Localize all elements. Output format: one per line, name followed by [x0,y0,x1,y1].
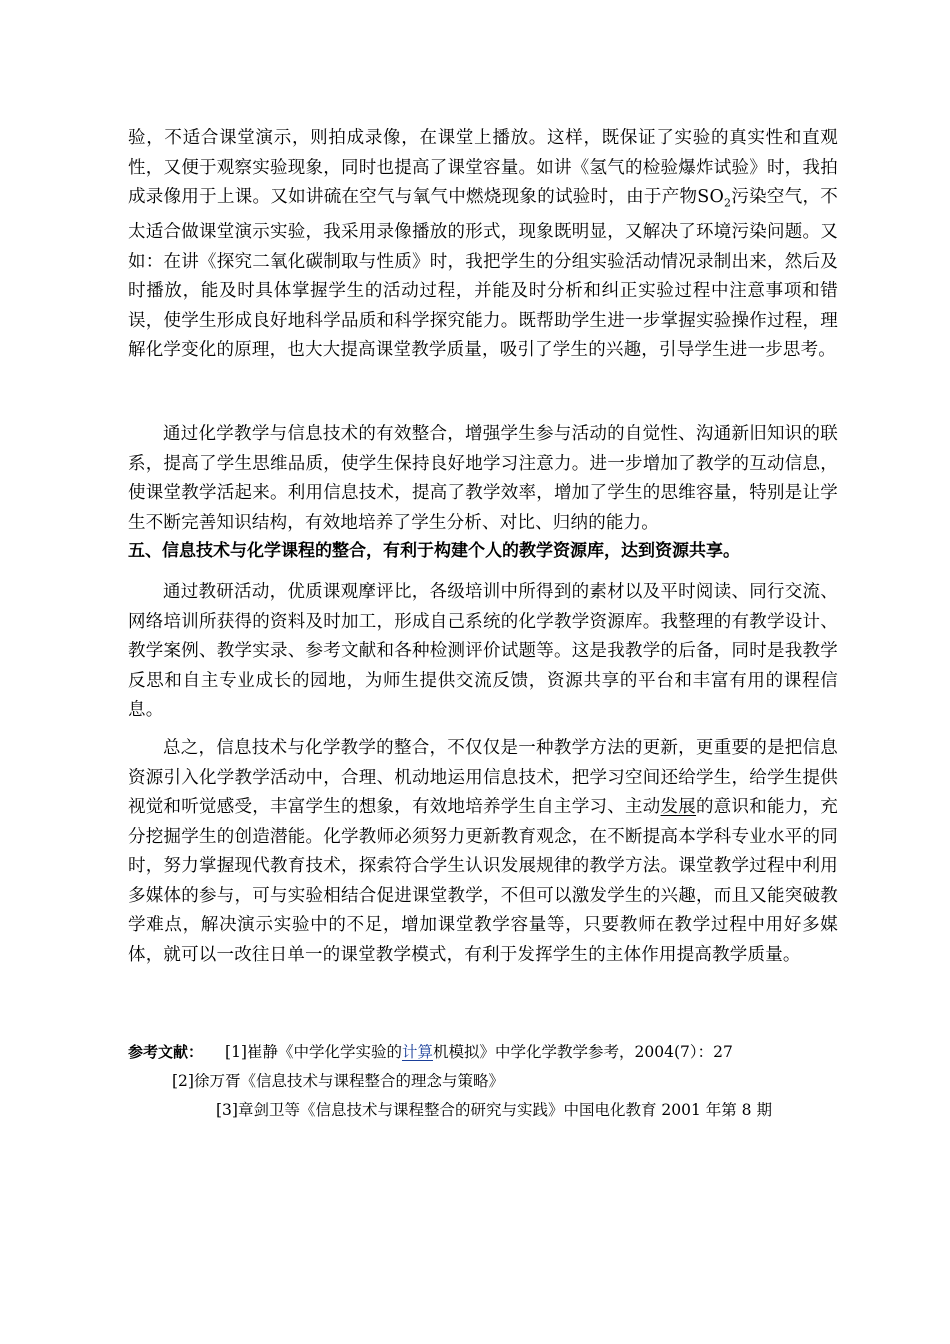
paragraph-text: 总之，信息技术与化学教学的整合，不仅仅是一种教学方法的更新，更重要的是把信息资源引入化学教学活动中，合理、机动地运用信息技术，把学习空间还给学生，给学生提供视觉和听觉感受，丰富学生的想象，有效地培养学生自主学习、主动 [128,738,838,817]
reference-3: [3]章剑卫等《信息技术与课程整合的研究与实践》中国电化教育 2001 年第 8 期 [216,1101,772,1119]
paragraph-integration-benefits: 通过化学教学与信息技术的有效整合，增强学生参与活动的自觉性、沟通新旧知识的联系，提高了学生思维品质，使学生保持良好地学习注意力。进一步增加了教学的互动信息，使课堂教学活起来。利用信息技术，提高了教学效率，增加了学生的思维容量，特别是让学生不断完善知识结构，有效地培养了学生分析、对比、归纳的能力。 [128,424,838,533]
paragraph-text: 的意识和能力，充分挖掘学生的创造潜能。化学教师必须努力更新教育观念，在不断提高本学科专业水平的同时，努力掌握现代教育技术，探索符合学生认识发展规律的教学方法。课堂教学过程中利用多媒体的参与，可与实验相结合促进课堂教学，不但可以激发学生的兴趣，而且又能突破教学难点，解决演示实验中的不足，增加课堂教学容量等，只要教师在教学过程中用好多媒体，就可以一改往日单一的课堂教学模式，有利于发挥学生的主体作用提高教学质量。 [128,797,839,965]
paragraph-conclusion [128,734,838,970]
reference-text: [1]崔静《中学化学实验的 [225,1043,402,1061]
references-label: 参考文献： [128,1043,204,1061]
reference-1 [128,1040,733,1064]
hyperlink-fazhan[interactable]: 发展 [660,797,697,817]
paragraph-text: 污染空气，不太适合做课堂演示实验，我采用录像播放的形式，现象既明显，又解决了环境污染问题。又如：在讲《探究二氧化碳制取与性质》时，我把学生的分组实验活动情况录制出来，然后及时播放，能及时具体掌握学生的活动过程，并能及时分析和纠正实验过程中注意事项和错误，使学生形成良好地科学品质和科学探究能力。既帮助学生进一步掌握实验操作过程，理解化学变化的原理，也大大提高课堂教学质量，吸引了学生的兴趣，引导学生进一步思考。 [128,187,838,360]
paragraph-resource-library: 通过教研活动，优质课观摩评比，各级培训中所得到的素材以及平时阅读、同行交流、网络培训所获得的资料及时加工，形成自己系统的化学教学资源库。我整理的有教学设计、教学案例、教学实录、参考文献和各种检测评价试题等。这是我教学的后备，同时是我教学反思和自主专业成长的园地，为师生提供交流反馈，资源共享的平台和丰富有用的课程信息。 [128,582,838,720]
subscript-2: 2 [724,196,732,210]
section-heading-5: 五、信息技术与化学课程的整合，有利于构建个人的教学资源库，达到资源共享。 [128,541,740,561]
paragraph-text: 验，不适合课堂演示，则拍成录像，在课堂上播放。这样，既保证了实验的真实性和直观性，又便于观察实验现象，同时也提高了课堂容量。如讲《氢气的检验爆炸试验》时，我拍成录像用于上课。又如讲硫在空气与氧气中燃烧现象的试验时，由于产物SO [128,128,838,207]
reference-2: [2]徐万胥《信息技术与课程整合的理念与策略》 [172,1072,504,1090]
paragraph-video-experiments [128,124,838,366]
hyperlink-jisuan[interactable]: 计算 [401,1043,433,1061]
reference-text: 机模拟》中学化学教学参考，2004(7）：27 [433,1043,733,1061]
